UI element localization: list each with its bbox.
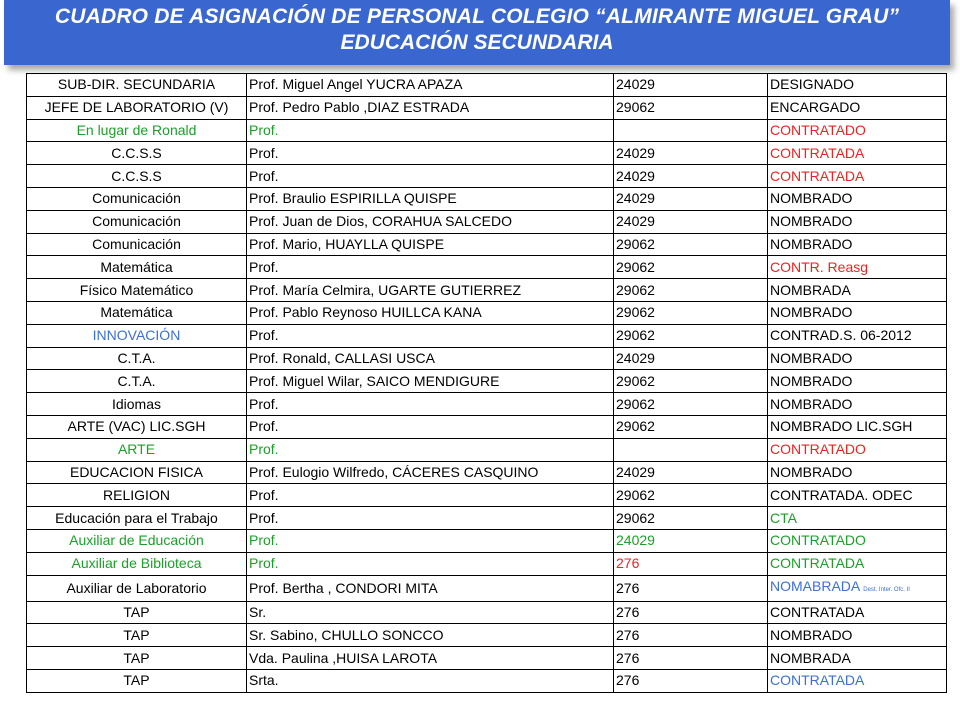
name-cell (247, 461, 614, 484)
name-cell (247, 370, 614, 393)
code-cell (614, 370, 768, 393)
cargo-cell-text: En lugar de Ronald (76, 121, 197, 138)
code-cell (614, 601, 768, 624)
status-cell (768, 624, 947, 647)
cargo-cell-text: Idiomas (111, 395, 162, 412)
table-row (27, 347, 947, 370)
table-row (27, 165, 947, 188)
status-cell (768, 552, 947, 575)
status-cell-text: NOMBRADA (770, 649, 851, 666)
table-row (27, 187, 947, 210)
table-row (27, 279, 947, 302)
code-cell-text: 29062 (616, 99, 655, 116)
cargo-cell-text: TAP (123, 603, 150, 620)
code-cell (614, 347, 768, 370)
status-cell (768, 461, 947, 484)
name-cell-text: Prof. (249, 144, 279, 161)
table-row (27, 507, 947, 530)
name-cell-text: Prof. Pedro Pablo ,DIAZ ESTRADA (249, 99, 470, 116)
name-cell-text: Prof. (249, 441, 279, 458)
cargo-cell-text: Matemática (100, 304, 173, 321)
cargo-cell-text: ARTE (117, 441, 156, 458)
cargo-cell-text: C.C.S.S (111, 144, 162, 161)
status-cell-text: CONTRATADA (770, 603, 865, 620)
status-cell-text: CONTRATADO (770, 532, 866, 549)
cargo-cell-text: INNOVACIÓN (92, 327, 181, 344)
code-cell (614, 233, 768, 256)
name-cell (247, 74, 614, 97)
status-cell (768, 233, 947, 256)
code-cell-text: 24029 (616, 349, 655, 366)
cargo-cell (27, 324, 247, 347)
table-row (27, 575, 947, 601)
name-cell (247, 347, 614, 370)
name-cell (247, 647, 614, 670)
status-cell-text: CTA (770, 509, 797, 526)
status-cell (768, 529, 947, 552)
name-cell-text: Prof. (249, 121, 279, 138)
name-cell-text: Prof. (249, 395, 279, 412)
status-cell (768, 484, 947, 507)
cargo-cell (27, 669, 247, 692)
name-cell-text: Prof. María Celmira, UGARTE GUTIERREZ (249, 281, 522, 298)
cargo-cell-text: ARTE (VAC) LIC.SGH (67, 418, 206, 435)
name-cell (247, 210, 614, 233)
cargo-cell (27, 370, 247, 393)
name-cell-text: Prof. (249, 509, 279, 526)
status-cell-text: NOMBRADO (770, 213, 853, 230)
cargo-cell (27, 279, 247, 302)
status-cell (768, 142, 947, 165)
code-cell (614, 165, 768, 188)
name-cell (247, 529, 614, 552)
table-row (27, 552, 947, 575)
cargo-cell-text: C.C.S.S (111, 167, 162, 184)
table-row (27, 324, 947, 347)
status-cell (768, 74, 947, 97)
name-cell-text: Srta. (249, 672, 279, 689)
status-cell-text: CONTRATADA. ODEC (770, 486, 913, 503)
code-cell-text: 276 (616, 555, 640, 572)
table-row (27, 233, 947, 256)
status-cell-text: NOMBRADA (770, 281, 851, 298)
status-cell-text: NOMBRADO (770, 372, 853, 389)
status-cell (768, 256, 947, 279)
name-cell (247, 507, 614, 530)
cargo-cell-text: Educación para el Trabajo (55, 509, 218, 526)
name-cell (247, 415, 614, 438)
name-cell (247, 393, 614, 416)
code-cell-text: 29062 (616, 395, 655, 412)
name-cell-text: Prof. (249, 418, 279, 435)
code-cell-text: 276 (616, 672, 640, 689)
table-row (27, 669, 947, 692)
status-cell (768, 370, 947, 393)
code-cell (614, 461, 768, 484)
status-cell-text: NOMBRADO (770, 463, 853, 480)
cargo-cell (27, 461, 247, 484)
cargo-cell (27, 393, 247, 416)
status-cell (768, 575, 947, 601)
code-cell-text: 24029 (616, 213, 655, 230)
cargo-cell (27, 601, 247, 624)
name-cell-text: Prof. (249, 167, 279, 184)
table-row (27, 484, 947, 507)
code-cell-text: 29062 (616, 304, 655, 321)
code-cell (614, 529, 768, 552)
name-cell-text: Prof. (249, 532, 279, 549)
table-row (27, 210, 947, 233)
cargo-cell-text: EDUCACION FISICA (69, 463, 203, 480)
name-cell-text: Sr. (249, 603, 267, 620)
name-cell-text: Prof. Braulio ESPIRILLA QUISPE (249, 190, 457, 207)
cargo-cell (27, 647, 247, 670)
status-cell-text: NOMBRADO (770, 395, 853, 412)
cargo-cell-text: C.T.A. (117, 349, 156, 366)
cargo-cell (27, 119, 247, 142)
name-cell (247, 624, 614, 647)
code-cell (614, 438, 768, 461)
code-cell-text: 24029 (616, 463, 655, 480)
name-cell-text: Prof. Miguel Angel YUCRA APAZA (249, 76, 463, 93)
code-cell-text: 29062 (616, 486, 655, 503)
code-cell (614, 187, 768, 210)
status-cell (768, 438, 947, 461)
code-cell-text: 24029 (616, 144, 655, 161)
code-cell (614, 74, 768, 97)
status-cell-text: NOMBRADO (770, 235, 853, 252)
page-subtitle: EDUCACIÓN SECUNDARIA (340, 31, 614, 54)
cargo-cell (27, 256, 247, 279)
status-cell (768, 301, 947, 324)
name-cell-text: Prof. Eulogio Wilfredo, CÁCERES CASQUINO (249, 463, 539, 480)
table-row (27, 647, 947, 670)
table-row (27, 119, 947, 142)
status-cell (768, 347, 947, 370)
status-cell-text: CONTRAD.S. 06-2012 (770, 327, 912, 344)
code-cell (614, 647, 768, 670)
cargo-cell-text: C.T.A. (117, 372, 156, 389)
name-cell (247, 324, 614, 347)
name-cell (247, 438, 614, 461)
code-cell (614, 96, 768, 119)
cargo-cell (27, 96, 247, 119)
status-cell (768, 165, 947, 188)
cargo-cell-text: Matemática (100, 258, 173, 275)
table-row (27, 393, 947, 416)
code-cell (614, 119, 768, 142)
status-cell (768, 279, 947, 302)
code-cell (614, 552, 768, 575)
code-cell (614, 415, 768, 438)
table-row (27, 461, 947, 484)
page-title: CUADRO DE ASIGNACIÓN DE PERSONAL COLEGIO “ALMIRANTE MIGUEL GRAU” (54, 5, 900, 28)
table-row (27, 529, 947, 552)
name-cell (247, 165, 614, 188)
cargo-cell (27, 187, 247, 210)
status-cell-text: CONTRATADO (770, 121, 866, 138)
cargo-cell-text: SUB-DIR. SECUNDARIA (57, 76, 216, 93)
status-cell (768, 669, 947, 692)
code-cell-text: 24029 (616, 76, 655, 93)
status-cell-text: NOMBRADO (770, 190, 853, 207)
code-cell (614, 256, 768, 279)
table-row (27, 370, 947, 393)
name-cell (247, 301, 614, 324)
name-cell (247, 142, 614, 165)
status-cell-text: CONTRATADA (770, 167, 865, 184)
code-cell-text: 29062 (616, 258, 655, 275)
code-cell-text: 29062 (616, 372, 655, 389)
cargo-cell (27, 301, 247, 324)
name-cell (247, 484, 614, 507)
code-cell-text: 29062 (616, 235, 655, 252)
cargo-cell-text: Físico Matemático (79, 281, 194, 298)
table-row (27, 601, 947, 624)
code-cell (614, 575, 768, 601)
staff-table (26, 73, 947, 693)
name-cell-text: Prof. (249, 555, 279, 572)
cargo-cell-text: Auxiliar de Laboratorio (66, 579, 207, 596)
name-cell-text: Prof. Miguel Wilar, SAICO MENDIGURE (249, 372, 500, 389)
title-banner (4, 0, 950, 65)
name-cell-text: Prof. (249, 258, 279, 275)
cargo-cell (27, 347, 247, 370)
name-cell (247, 233, 614, 256)
status-cell-text: NOMBRADO (770, 626, 853, 643)
code-cell (614, 624, 768, 647)
cargo-cell (27, 552, 247, 575)
staff-table-body (27, 74, 947, 693)
table-row (27, 415, 947, 438)
name-cell-text: Prof. Bertha , CONDORI MITA (249, 579, 438, 596)
code-cell-text: 24029 (616, 167, 655, 184)
code-cell (614, 210, 768, 233)
status-cell (768, 507, 947, 530)
cargo-cell-text: TAP (123, 672, 150, 689)
cargo-cell (27, 438, 247, 461)
name-cell-text: Vda. Paulina ,HUISA LAROTA (249, 649, 438, 666)
code-cell (614, 279, 768, 302)
status-cell (768, 601, 947, 624)
status-note: Dest. Inter. Ofc. II (863, 586, 910, 593)
cargo-cell (27, 210, 247, 233)
status-cell-text: NOMBRADO (770, 349, 853, 366)
cargo-cell-text: Auxiliar de Educación (69, 532, 204, 549)
code-cell-text: 276 (616, 649, 640, 666)
name-cell (247, 669, 614, 692)
code-cell (614, 301, 768, 324)
code-cell-text: 29062 (616, 418, 655, 435)
code-cell-text: 276 (616, 603, 640, 620)
cargo-cell (27, 233, 247, 256)
status-cell (768, 415, 947, 438)
status-cell (768, 187, 947, 210)
cargo-cell-text: Comunicación (92, 190, 181, 207)
code-cell (614, 507, 768, 530)
status-cell-text: CONTRATADA (770, 555, 865, 572)
cargo-cell-text: RELIGION (103, 486, 170, 503)
name-cell (247, 187, 614, 210)
code-cell-text: 24029 (616, 190, 655, 207)
cargo-cell-text: TAP (123, 626, 150, 643)
name-cell (247, 601, 614, 624)
name-cell (247, 575, 614, 601)
code-cell-text: 24029 (616, 532, 655, 549)
status-cell-text: NOMBRADO LIC.SGH (770, 418, 913, 435)
name-cell-text: Prof. (249, 486, 279, 503)
cargo-cell-text: Comunicación (92, 213, 181, 230)
cargo-cell (27, 529, 247, 552)
name-cell (247, 96, 614, 119)
code-cell (614, 393, 768, 416)
code-cell-text: 276 (616, 579, 640, 596)
cargo-cell (27, 484, 247, 507)
code-cell-text: 29062 (616, 281, 655, 298)
table-row (27, 256, 947, 279)
status-cell (768, 393, 947, 416)
status-cell-text: ENCARGADO (770, 99, 861, 116)
code-cell-text: 29062 (616, 327, 655, 344)
status-cell (768, 647, 947, 670)
status-cell-text: DESIGNADO (770, 76, 855, 93)
name-cell (247, 256, 614, 279)
cargo-cell-text: Auxiliar de Biblioteca (71, 555, 202, 572)
table-row (27, 74, 947, 97)
status-cell-text: CONTRATADA (770, 672, 865, 689)
status-cell-text: NOMBRADO (770, 304, 853, 321)
status-cell-text: NOMABRADA (770, 577, 861, 594)
code-cell-text: 29062 (616, 509, 655, 526)
cargo-cell (27, 624, 247, 647)
status-cell (768, 119, 947, 142)
name-cell (247, 119, 614, 142)
code-cell (614, 669, 768, 692)
cargo-cell (27, 142, 247, 165)
name-cell-text: Prof. Juan de Dios, CORAHUA SALCEDO (249, 213, 512, 230)
status-cell-text: CONTR. Reasg (770, 258, 869, 275)
code-cell (614, 324, 768, 347)
cargo-cell (27, 74, 247, 97)
cargo-cell-text: Comunicación (92, 235, 181, 252)
cargo-cell (27, 507, 247, 530)
table-row (27, 624, 947, 647)
code-cell-text: 276 (616, 626, 640, 643)
table-row (27, 301, 947, 324)
name-cell-text: Prof. (249, 327, 279, 344)
cargo-cell-text: JEFE DE LABORATORIO (V) (44, 99, 229, 116)
cargo-cell (27, 575, 247, 601)
cargo-cell (27, 415, 247, 438)
code-cell (614, 484, 768, 507)
name-cell-text: Prof. Pablo Reynoso HUILLCA KANA (249, 304, 482, 321)
cargo-cell (27, 165, 247, 188)
name-cell (247, 552, 614, 575)
status-cell-text: CONTRATADA (770, 144, 865, 161)
cargo-cell-text: TAP (123, 649, 150, 666)
name-cell (247, 279, 614, 302)
code-cell (614, 142, 768, 165)
status-cell (768, 96, 947, 119)
name-cell-text: Sr. Sabino, CHULLO SONCCO (249, 626, 444, 643)
status-cell (768, 324, 947, 347)
status-cell-text: CONTRATADO (770, 441, 866, 458)
table-row (27, 142, 947, 165)
table-row (27, 438, 947, 461)
status-cell (768, 210, 947, 233)
name-cell-text: Prof. Mario, HUAYLLA QUISPE (249, 235, 445, 252)
name-cell-text: Prof. Ronald, CALLASI USCA (249, 349, 435, 366)
table-row (27, 96, 947, 119)
